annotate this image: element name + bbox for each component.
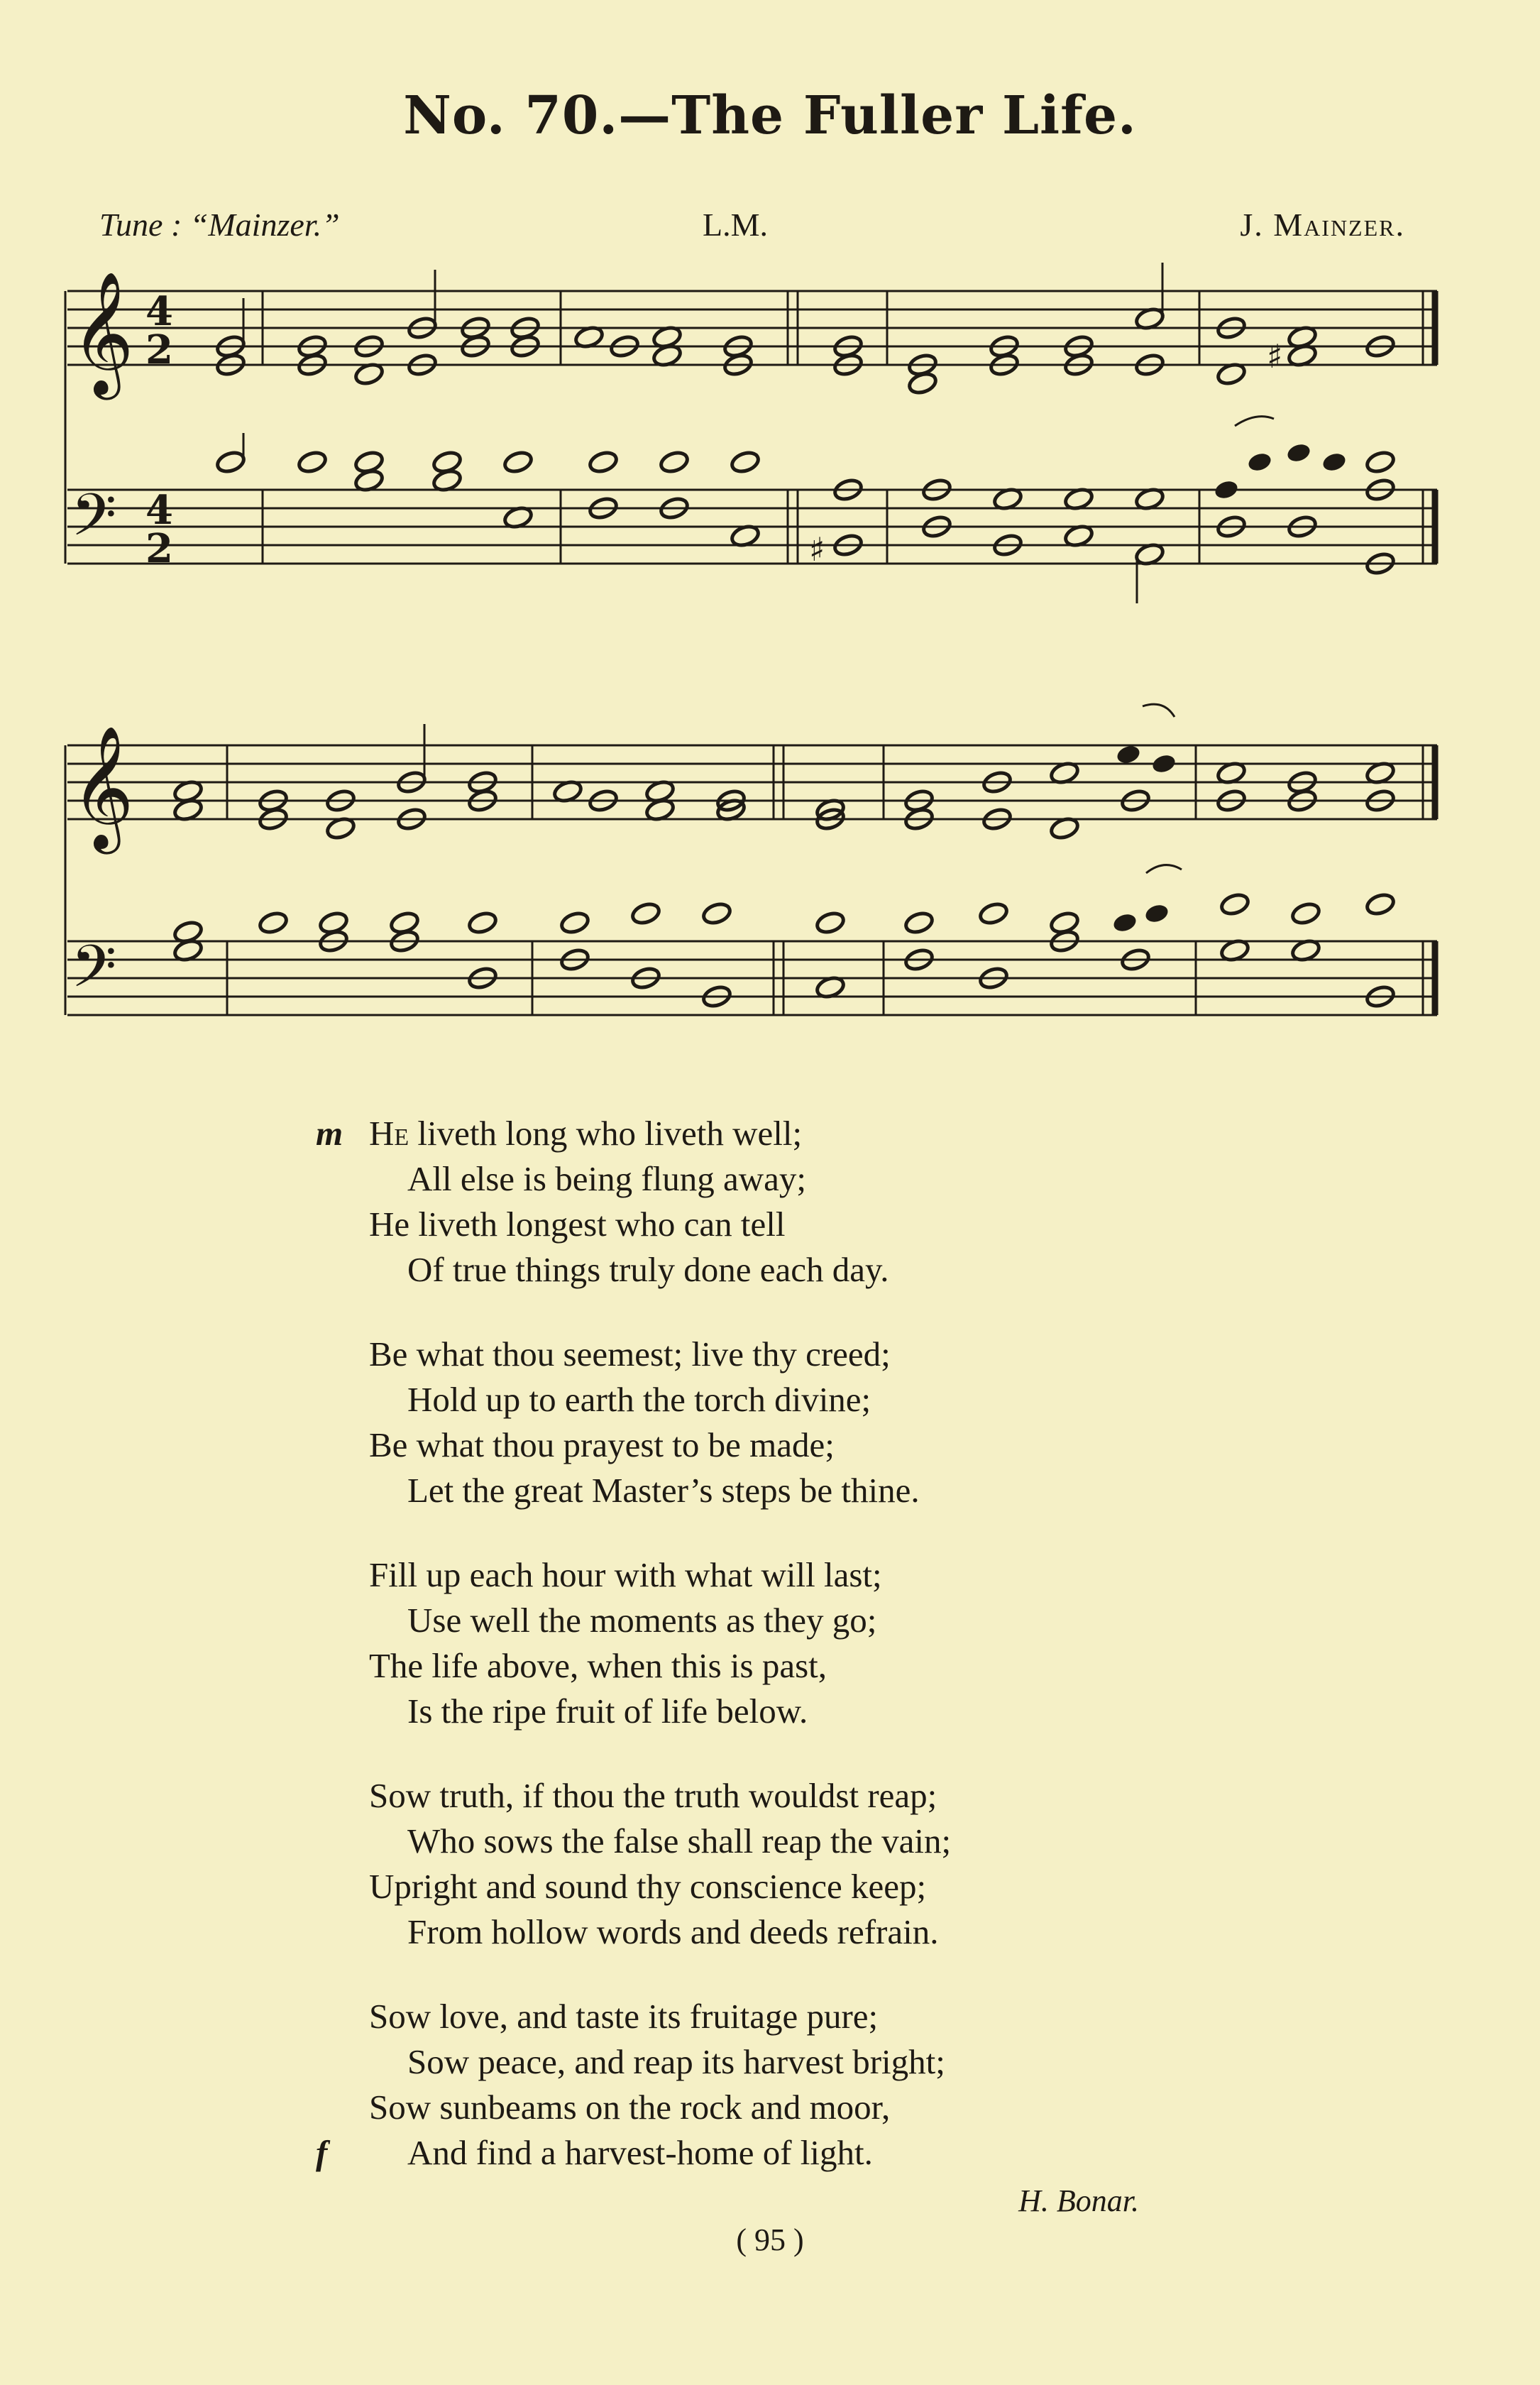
verse-line: Sow truth, if thou the truth wouldst reap; <box>369 1776 937 1815</box>
treble-time-bottom: 2 <box>145 327 173 373</box>
meter: L.M. <box>703 207 768 243</box>
verse-line: Be what thou seemest; live thy creed; <box>369 1334 891 1374</box>
hymn-title: No. 70.—The Fuller Life. <box>403 85 1137 146</box>
bass-clef-icon: 𝄢 <box>71 481 117 564</box>
treble-staff-1 <box>67 291 1437 365</box>
stanza-5 <box>316 1994 951 2176</box>
verse-line: Sow love, and taste its fruitage pure; <box>369 1997 879 2036</box>
verse-line: Fill up each hour with what will last; <box>369 1555 882 1594</box>
verse-line: Of true things truly done each day. <box>407 1250 889 1289</box>
composer: J. Mainzer. <box>1240 207 1405 243</box>
music-score <box>0 0 1540 1051</box>
treble-time-top: 4 <box>145 288 173 335</box>
bass-time-bottom: 2 <box>145 525 173 572</box>
treble-notes-1 <box>215 263 1396 396</box>
dynamic-mark: f <box>316 2133 328 2172</box>
verse-line: Is the ripe fruit of life below. <box>407 1692 808 1731</box>
bass-clef-icon: 𝄢 <box>71 932 117 1015</box>
verse-line: Be what thou prayest to be made; <box>369 1425 835 1464</box>
verse-line: All else is being flung away; <box>407 1159 807 1198</box>
bass-time-top: 4 <box>145 487 173 534</box>
bass-notes-1 <box>215 417 1396 603</box>
verse-line: m He liveth long who liveth well; <box>369 1111 951 1156</box>
verse-line: The life above, when this is past, <box>369 1646 827 1685</box>
verse-line: Sow sunbeams on the rock and moor, <box>369 2088 891 2127</box>
verse-line: Upright and sound thy conscience keep; <box>369 1867 927 1906</box>
treble-clef-icon: 𝄞 <box>71 271 134 395</box>
treble-clef-icon: 𝄞 <box>71 725 134 849</box>
stanza-4 <box>369 1773 951 1955</box>
verse-line: Use well the moments as they go; <box>407 1601 877 1640</box>
verse-line: Hold up to earth the torch divine; <box>407 1380 871 1419</box>
verse-line: Let the great Master’s steps be thine. <box>407 1471 920 1510</box>
verse-line: From hollow words and deeds refrain. <box>407 1912 939 1951</box>
system-1 <box>65 263 1437 603</box>
tune-name: Tune : “Mainzer.” <box>99 207 340 243</box>
dynamic-mark: m <box>316 1114 343 1153</box>
drop-word: He <box>369 1114 409 1153</box>
system-2 <box>65 704 1437 1015</box>
sharp-icon: ♯ <box>809 530 825 569</box>
verse-line: He liveth longest who can tell <box>369 1205 786 1244</box>
sharp-icon: ♯ <box>1267 337 1283 375</box>
stanza-1 <box>316 1111 951 1293</box>
page-number: ( 95 ) <box>736 2222 804 2257</box>
author: H. Bonar. <box>1018 2183 1139 2218</box>
verse-line: f And find a harvest-home of light. <box>369 2130 951 2176</box>
stanza-2 <box>369 1332 951 1513</box>
verse-line: Who sows the false shall reap the vain; <box>407 1821 952 1860</box>
stanza-3 <box>369 1552 951 1734</box>
verse-line: Sow peace, and reap its harvest bright; <box>407 2042 945 2081</box>
hymn-verses <box>316 1111 952 2215</box>
bass-staff-2 <box>67 941 1437 1015</box>
